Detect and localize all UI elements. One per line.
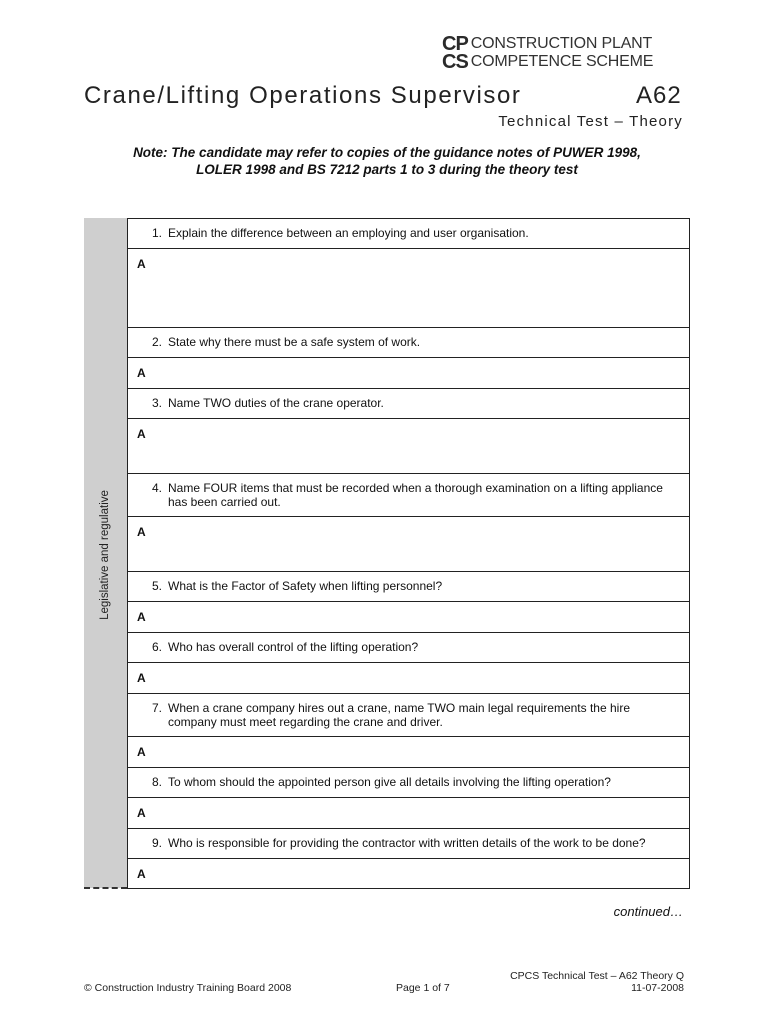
answer-row[interactable]	[127, 517, 689, 572]
question-number: 5.	[151, 579, 162, 593]
footer-date: 11-07-2008	[631, 982, 684, 994]
logo-text-line-2: COMPETENCE SCHEME	[470, 53, 654, 70]
question-number: 9.	[151, 836, 162, 850]
answer-row[interactable]	[127, 737, 689, 768]
logo-text-line-1: CONSTRUCTION PLANT	[470, 35, 653, 52]
question-number: 7.	[151, 701, 162, 715]
logo-mark	[442, 35, 468, 71]
question-row	[127, 572, 689, 602]
question-text: Name FOUR items that must be recorded when a thorough examination on a lifting appliance has been carried out.	[168, 481, 663, 509]
question-row	[127, 474, 689, 517]
logo-text	[471, 35, 653, 71]
question-row	[127, 633, 689, 663]
question-row	[127, 389, 689, 419]
document-title: Crane/Lifting Operations Supervisor	[84, 82, 522, 109]
answer-label: A	[137, 671, 146, 685]
footer-doc-ref: CPCS Technical Test – A62 Theory Q	[510, 970, 684, 982]
question-row	[127, 694, 689, 737]
answer-row[interactable]	[127, 419, 689, 474]
answer-label: A	[137, 525, 146, 539]
answer-label: A	[137, 806, 146, 820]
question-text: To whom should the appointed person give all details involving the lifting operation?	[168, 775, 611, 789]
question-row	[127, 328, 689, 358]
note-line-1: Note: The candidate may refer to copies of the guidance notes of PUWER 1998,	[133, 145, 641, 160]
question-text: When a crane company hires out a crane, name TWO main legal requirements the hire company must meet regarding the crane and driver.	[168, 701, 630, 729]
cpcs-logo	[442, 35, 653, 71]
category-label: Legislative and regulative	[99, 490, 111, 620]
logo-mark-line-2: CS	[442, 51, 468, 73]
question-row	[127, 829, 689, 859]
answer-label: A	[137, 366, 146, 380]
note-line-2: LOLER 1998 and BS 7212 parts 1 to 3 during the theory test	[196, 161, 578, 177]
question-row	[127, 219, 689, 249]
question-number: 8.	[151, 775, 162, 789]
answer-label: A	[137, 610, 146, 624]
question-number: 3.	[151, 396, 162, 410]
logo-mark-line-1: CP	[442, 33, 468, 55]
answer-label: A	[137, 867, 146, 881]
question-text: Explain the difference between an employing and user organisation.	[168, 226, 529, 240]
document-subtitle: Technical Test – Theory	[498, 113, 683, 130]
answer-row[interactable]	[127, 798, 689, 829]
question-row	[127, 768, 689, 798]
continued-note: continued…	[613, 904, 683, 919]
candidate-note	[84, 145, 690, 178]
answer-row[interactable]	[127, 663, 689, 694]
answer-label: A	[137, 745, 146, 759]
question-text: Name TWO duties of the crane operator.	[168, 396, 384, 410]
question-number: 2.	[151, 335, 162, 349]
questions-table	[127, 218, 690, 889]
question-text: What is the Factor of Safety when lifting personnel?	[168, 579, 443, 593]
sidebar-dashed-rule	[84, 887, 127, 889]
document-code: A62	[636, 82, 682, 109]
question-text: Who has overall control of the lifting operation?	[168, 640, 419, 654]
question-number: 6.	[151, 640, 162, 654]
answer-label: A	[137, 427, 146, 441]
answer-row[interactable]	[127, 602, 689, 633]
footer-page-number: Page 1 of 7	[396, 982, 450, 994]
question-number: 4.	[151, 481, 162, 495]
answer-row[interactable]	[127, 358, 689, 389]
answer-row[interactable]	[127, 859, 689, 888]
question-number: 1.	[151, 226, 162, 240]
answer-label: A	[137, 257, 146, 271]
footer-copyright: © Construction Industry Training Board 2008	[84, 982, 292, 994]
question-text: State why there must be a safe system of work.	[168, 335, 421, 349]
question-text: Who is responsible for providing the contractor with written details of the work to be done?	[168, 836, 646, 850]
answer-row[interactable]	[127, 249, 689, 328]
